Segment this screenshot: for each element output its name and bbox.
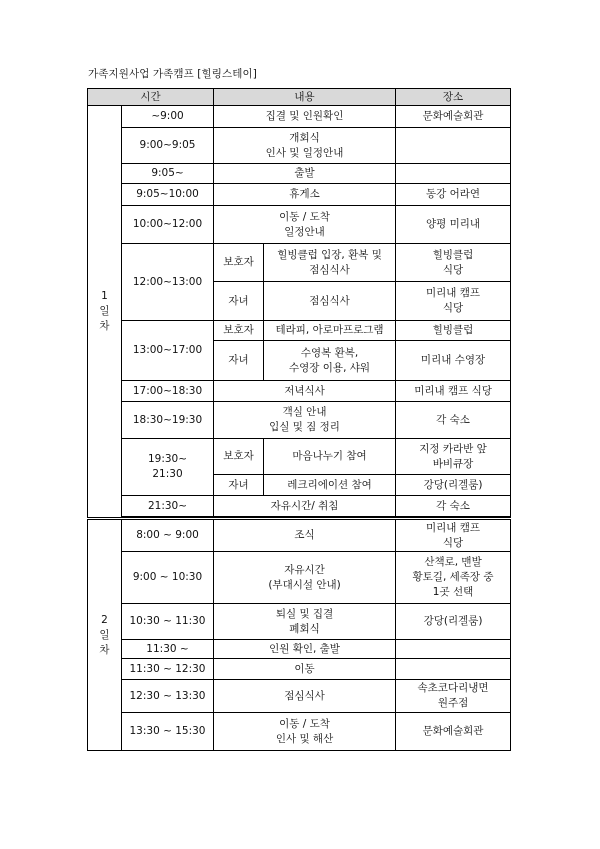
content-cell [214,402,396,439]
content-line: 인사 및 해산 [275,732,334,745]
content-cell: 인원 확인, 출발 [214,640,396,659]
place-line: 식당 [442,263,464,276]
time-cell [122,439,214,496]
content-cell [264,244,396,282]
table-row [88,604,511,640]
place-line: 식당 [442,302,464,314]
place-line: 미리내 캠프 [426,521,481,534]
time-cell: 9:00~9:05 [122,128,214,164]
content-line: 일정안내 [284,225,325,238]
place-cell [396,439,511,475]
day-2-label [88,519,122,751]
time-cell: 9:00 ~ 10:30 [122,552,214,604]
table-row [88,640,511,659]
place-line: 속초코다리냉면 [417,682,489,694]
place-line: 산책로, 맨발 [424,556,482,568]
content-cell: 레크리에이션 참여 [264,475,396,496]
content-cell: 점심식사 [264,282,396,321]
place-line: 바비큐장 [432,457,474,470]
schedule-table [87,88,511,751]
participant-cell: 보호자 [214,244,264,282]
place-cell: 양평 미리내 [396,206,511,244]
content-cell: 휴게소 [214,184,396,206]
place-cell [396,164,511,184]
content-cell: 조식 [214,519,396,552]
place-cell [396,640,511,659]
time-cell: 10:00~12:00 [122,206,214,244]
content-cell: 집결 및 인원확인 [214,106,396,128]
time-cell: 9:05~ [122,164,214,184]
place-cell: 강당(리겔룸) [396,475,511,496]
content-line: 개회식 [289,131,320,144]
place-cell: 문화예술회관 [396,106,511,128]
time-cell: 17:00~18:30 [122,381,214,402]
place-line: 식당 [442,536,464,549]
content-cell: 출발 [214,164,396,184]
place-cell: 각 숙소 [396,402,511,439]
place-cell [396,552,511,604]
header-content: 내용 [214,89,396,106]
content-line: 수영장 이용, 샤워 [289,361,371,374]
time-cell: ~9:00 [122,106,214,128]
table-row [88,164,511,184]
place-cell: 각 숙소 [396,496,511,517]
table-row [88,680,511,713]
content-cell: 저녁식사 [214,381,396,402]
table-row [88,184,511,206]
content-cell: 테라피, 아로마프로그램 [264,321,396,341]
content-cell: 이동 [214,659,396,680]
place-cell: 문화예술회관 [396,713,511,751]
time-cell: 21:30~ [122,496,214,517]
time-cell: 10:30 ~ 11:30 [122,604,214,640]
day-1-label [88,106,122,519]
place-line: 황토길, 세족장 중 [412,571,494,583]
content-cell: 점심식사 [214,680,396,713]
participant-cell: 보호자 [214,439,264,475]
participant-cell: 자녀 [214,341,264,381]
content-line: 퇴실 및 집결 [275,607,334,620]
header-time: 시간 [88,89,214,106]
day-1-label-line: 차 [99,320,110,332]
day-1-label-line: 1 [101,290,108,302]
place-line: 미리내 캠프 [426,287,481,299]
content-cell [264,341,396,381]
content-line: 이동 / 도착 [279,210,330,223]
content-cell [214,552,396,604]
content-line: 객실 안내 [282,406,327,418]
document-title: 가족지원사업 가족캠프 [힐링스테이] [88,68,257,80]
time-cell: 13:00~17:00 [122,321,214,381]
day-1-label-line: 일 [99,305,110,317]
place-cell [396,282,511,321]
time-cell: 13:30 ~ 15:30 [122,713,214,751]
table-row [88,206,511,244]
time-cell: 11:30 ~ 12:30 [122,659,214,680]
header-place: 장소 [396,89,511,106]
table-row [88,659,511,680]
table-row [88,321,511,341]
time-cell: 8:00 ~ 9:00 [122,519,214,552]
content-cell [214,128,396,164]
place-cell [396,680,511,713]
content-cell [214,206,396,244]
content-cell: 자유시간/ 취침 [214,496,396,517]
participant-cell: 보호자 [214,321,264,341]
place-line: 지정 카라반 앞 [419,442,487,455]
content-line: 점심식사 [309,263,350,276]
table-row [88,106,511,128]
table-row [88,519,511,552]
content-line: 수영복 환복, [300,346,359,359]
time-cell: 12:30 ~ 13:30 [122,680,214,713]
day-2-label-line: 차 [99,643,110,656]
time-cell: 11:30 ~ [122,640,214,659]
place-cell: 힐빙클럽 [396,321,511,341]
place-line: 힐빙클럽 [432,248,474,261]
place-cell: 강당(리겔룸) [396,604,511,640]
table-row [88,496,511,517]
participant-cell: 자녀 [214,475,264,496]
content-line: 폐회식 [289,622,320,635]
table-row [88,244,511,282]
day-2-label-line: 2 [101,613,108,626]
time-cell: 18:30~19:30 [122,402,214,439]
time-line: 19:30~ [147,453,188,465]
table-row [88,381,511,402]
content-line: 입실 및 짐 정리 [269,421,340,433]
content-line: (부대시설 안내) [268,578,341,591]
place-cell [396,519,511,552]
content-line: 힐빙클럽 입장, 환복 및 [277,248,382,261]
table-row [88,402,511,439]
place-line: 1곳 선택 [432,586,474,598]
place-line: 원주점 [437,697,469,709]
content-cell [214,713,396,751]
content-line: 자유시간 [284,563,325,576]
table-row [88,128,511,164]
time-line: 21:30 [152,468,183,480]
table-row [88,713,511,751]
content-cell [214,604,396,640]
place-cell: 미리내 수영장 [396,341,511,381]
time-cell: 9:05~10:00 [122,184,214,206]
table-header-row [88,89,511,106]
place-cell: 미리내 캠프 식당 [396,381,511,402]
table-row [88,552,511,604]
participant-cell: 자녀 [214,282,264,321]
content-line: 인사 및 일정안내 [265,146,344,159]
content-line: 이동 / 도착 [279,717,330,730]
time-cell: 12:00~13:00 [122,244,214,321]
content-cell: 마음나누기 참여 [264,439,396,475]
place-cell [396,659,511,680]
place-cell [396,128,511,164]
place-cell [396,244,511,282]
place-cell: 동강 어라연 [396,184,511,206]
day-2-label-line: 일 [99,628,110,641]
table-row [88,439,511,475]
